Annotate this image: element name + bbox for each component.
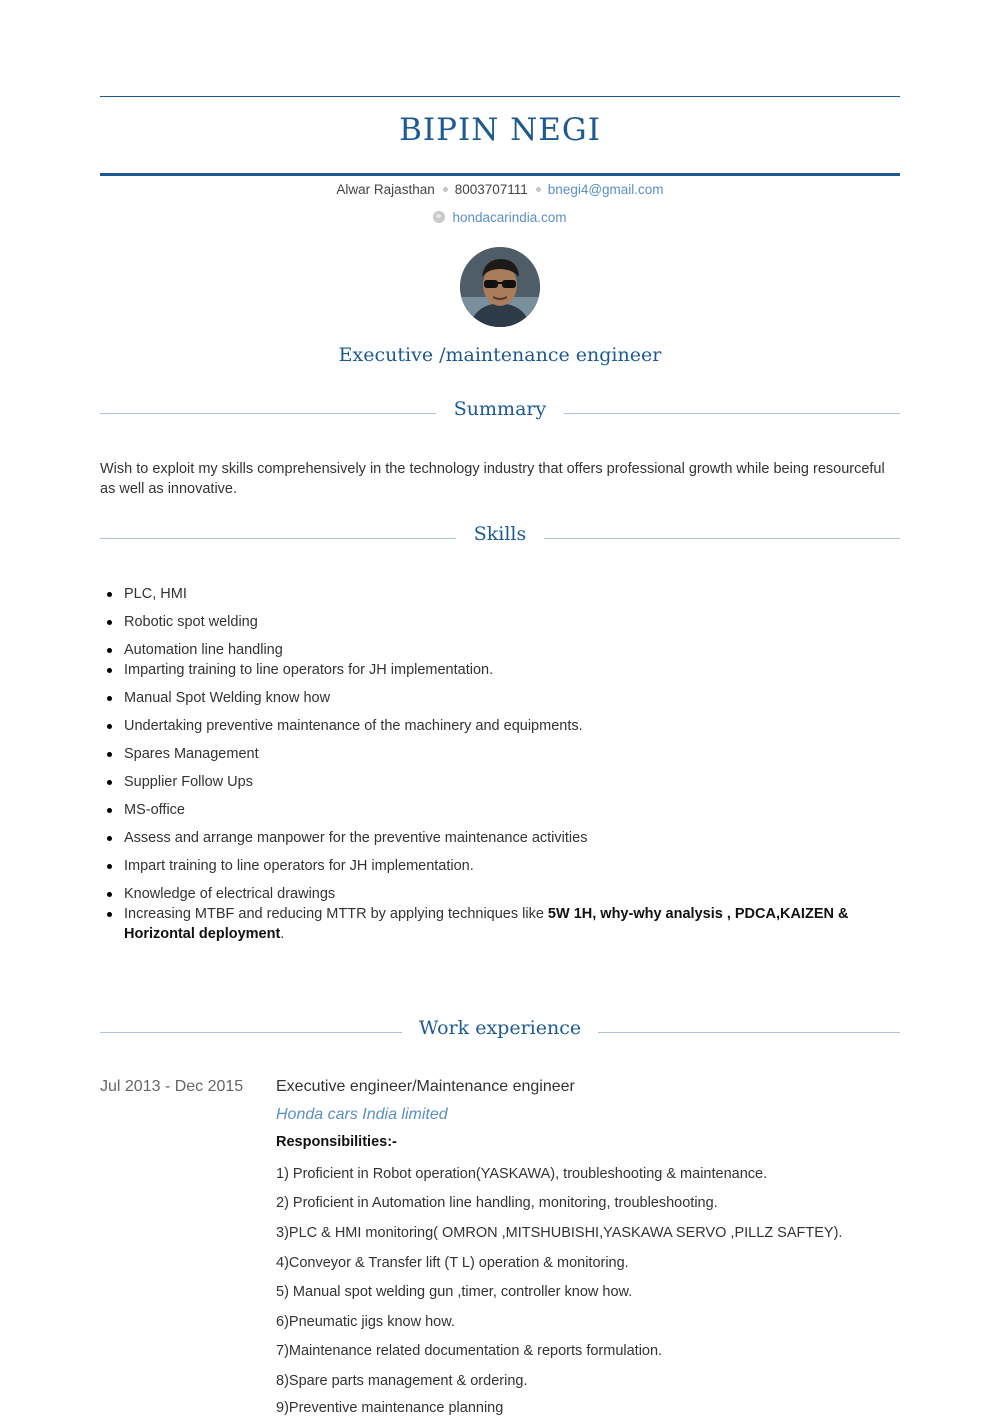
avatar [460, 247, 540, 327]
avatar-photo [460, 247, 540, 327]
skill-techniques: 5W 1H, why-why analysis , PDCA,KAIZEN & Horizontal deployment [124, 906, 849, 942]
responsibility-item: 9)Preventive maintenance planning [276, 1400, 504, 1416]
section-title: Skills [473, 523, 527, 545]
phone: 8003707111 [454, 182, 528, 197]
skill-item: Manual Spot Welding know how [124, 688, 884, 708]
responsibility-item: 5) Manual spot welding gun ,timer, controller know how. [276, 1284, 633, 1300]
candidate-name: BIPIN NEGI [399, 112, 601, 148]
website-line [100, 210, 900, 225]
email-link[interactable]: bnegi4@gmail.com [547, 182, 664, 197]
section-title: Work experience [418, 1017, 582, 1039]
skill-item: Assess and arrange manpower for the preventive maintenance activities [124, 828, 884, 848]
location: Alwar Rajasthan [336, 182, 435, 197]
company-name: Honda cars India limited [276, 1106, 448, 1123]
responsibilities-label: Responsibilities:- [276, 1134, 397, 1150]
skill-item: Robotic spot welding [124, 612, 884, 632]
globe-icon [433, 211, 445, 223]
skill-item: Supplier Follow Ups [124, 772, 884, 792]
skill-item: Spares Management [124, 744, 884, 764]
skills-section-header [100, 521, 900, 551]
separator-dot [536, 187, 541, 192]
responsibility-item: 2) Proficient in Automation line handling, monitoring, troubleshooting. [276, 1195, 718, 1211]
contact-line [100, 182, 900, 197]
top-rule [100, 96, 900, 97]
skill-item [124, 904, 864, 944]
job-title: Executive engineer/Maintenance engineer [276, 1078, 575, 1095]
skill-item: Imparting training to line operators for JH implementation. [124, 660, 884, 680]
skill-item: Knowledge of electrical drawings [124, 884, 884, 904]
responsibility-item: 1) Proficient in Robot operation(YASKAWA), troubleshooting & maintenance. [276, 1166, 768, 1182]
work-section-header [100, 1015, 900, 1045]
skill-item: PLC, HMI [124, 584, 884, 604]
responsibility-item: 7)Maintenance related documentation & reports formulation. [276, 1343, 663, 1359]
responsibility-item: 4)Conveyor & Transfer lift (T L) operation & monitoring. [276, 1255, 629, 1271]
skill-item: Impart training to line operators for JH implementation. [124, 856, 884, 876]
skill-item: MS-office [124, 800, 884, 820]
section-title: Summary [453, 398, 547, 420]
website-link[interactable]: hondacarindia.com [452, 210, 567, 225]
separator-dot [443, 187, 448, 192]
skill-text-end: . [280, 926, 285, 942]
job-dates: Jul 2013 - Dec 2015 [100, 1078, 244, 1095]
responsibility-item: 6)Pneumatic jigs know how. [276, 1314, 455, 1330]
responsibility-item: 3)PLC & HMI monitoring( OMRON ,MITSHUBISHI,YASKAWA SERVO ,PILLZ SAFTEY). [276, 1225, 843, 1241]
name-rule [100, 173, 900, 176]
summary-text: Wish to exploit my skills comprehensively in the technology industry that offers professional growth while being resourceful as well as innovative. [100, 461, 885, 497]
headline: Executive /maintenance engineer [338, 344, 662, 366]
skill-item: Undertaking preventive maintenance of the machinery and equipments. [124, 716, 884, 736]
summary-section-header [100, 396, 900, 426]
skill-text: Increasing MTBF and reducing MTTR by applying techniques like [124, 906, 548, 922]
responsibility-item: 8)Spare parts management & ordering. [276, 1373, 528, 1389]
skill-item: Automation line handling [124, 640, 884, 660]
